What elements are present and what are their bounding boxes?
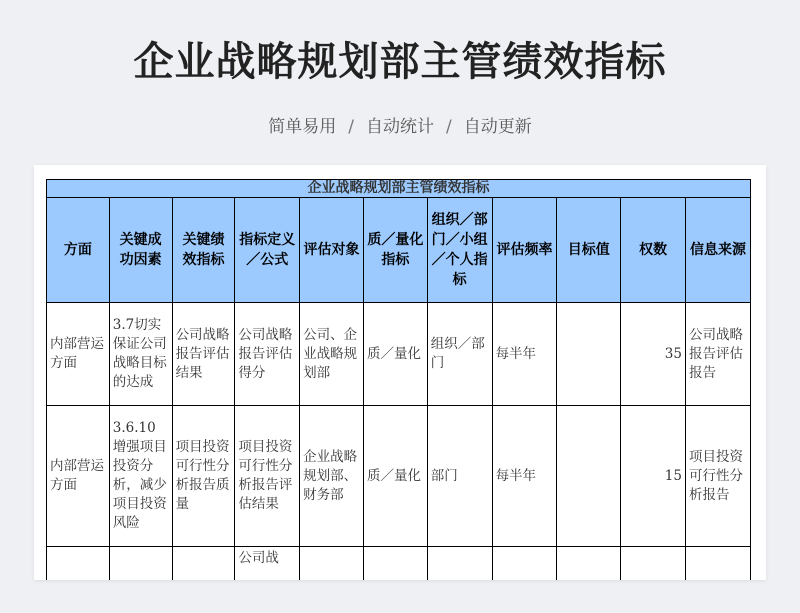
subtitle [0, 112, 800, 137]
table-cell: 35 [621, 303, 686, 406]
table-cell: 质／量化 [363, 406, 427, 547]
table-cell: 质／量化 [363, 303, 427, 406]
table-cell [557, 406, 621, 547]
table-cell: 项目投资可行性分析报告 [685, 406, 750, 547]
column-header: 评估对象 [300, 198, 364, 303]
table-cell [109, 547, 172, 581]
column-header: 组织／部门／小组／个人指标 [427, 198, 492, 303]
table-cell: 公司、企业战略规划部 [300, 303, 364, 406]
tag-auto-update: 自动更新 [463, 117, 532, 137]
table-cell [621, 547, 686, 581]
table-cell [172, 547, 235, 581]
table-cell: 企业战略规划部、财务部 [300, 406, 364, 547]
spreadsheet-preview [34, 165, 766, 580]
table-cell: 公司战略报告评估结果 [172, 303, 235, 406]
table-cell: 内部营运方面 [47, 303, 110, 406]
table-cell: 每半年 [492, 406, 557, 547]
table-cell [47, 547, 110, 581]
table-cell: 3.7切实保证公司战略目标的达成 [109, 303, 172, 406]
table-caption: 企业战略规划部主管绩效指标 [47, 180, 751, 198]
column-header: 目标值 [557, 198, 621, 303]
table-cell [557, 303, 621, 406]
table-cell [685, 547, 750, 581]
table-cell [557, 547, 621, 581]
kpi-table [46, 179, 751, 580]
column-header: 方面 [47, 198, 110, 303]
table-cell: 公司战 [235, 547, 300, 581]
column-header: 权数 [621, 198, 686, 303]
table-cell: 组织／部门 [427, 303, 492, 406]
separator: / [348, 117, 354, 137]
separator: / [446, 117, 452, 137]
tag-easy: 简单易用 [268, 117, 337, 137]
page-title: 企业战略规划部主管绩效指标 [133, 39, 667, 85]
table-cell: 公司战略报告评估得分 [235, 303, 300, 406]
table-cell: 15 [621, 406, 686, 547]
table-row [47, 406, 751, 547]
column-header: 评估频率 [492, 198, 557, 303]
column-header: 指标定义／公式 [235, 198, 300, 303]
table-cell: 项目投资可行性分析报告质量 [172, 406, 235, 547]
table-cell [492, 547, 557, 581]
table-cell: 每半年 [492, 303, 557, 406]
table-cell: 3.6.10增强项目投资分析，减少项目投资风险 [109, 406, 172, 547]
column-header: 关键成功因素 [109, 198, 172, 303]
table-cell: 部门 [427, 406, 492, 547]
table-cell [427, 547, 492, 581]
table-cell [363, 547, 427, 581]
column-header: 关键绩效指标 [172, 198, 235, 303]
table-cell [300, 547, 364, 581]
column-header: 质／量化指标 [363, 198, 427, 303]
tag-auto-stat: 自动统计 [366, 117, 434, 137]
column-header: 信息来源 [685, 198, 750, 303]
table-header-row [47, 198, 751, 303]
table-row [47, 303, 751, 406]
table-row [47, 547, 751, 581]
table-cell: 公司战略报告评估报告 [685, 303, 750, 406]
table-cell: 项目投资可行性分析报告评估结果 [235, 406, 300, 547]
table-cell: 内部营运方面 [47, 406, 110, 547]
